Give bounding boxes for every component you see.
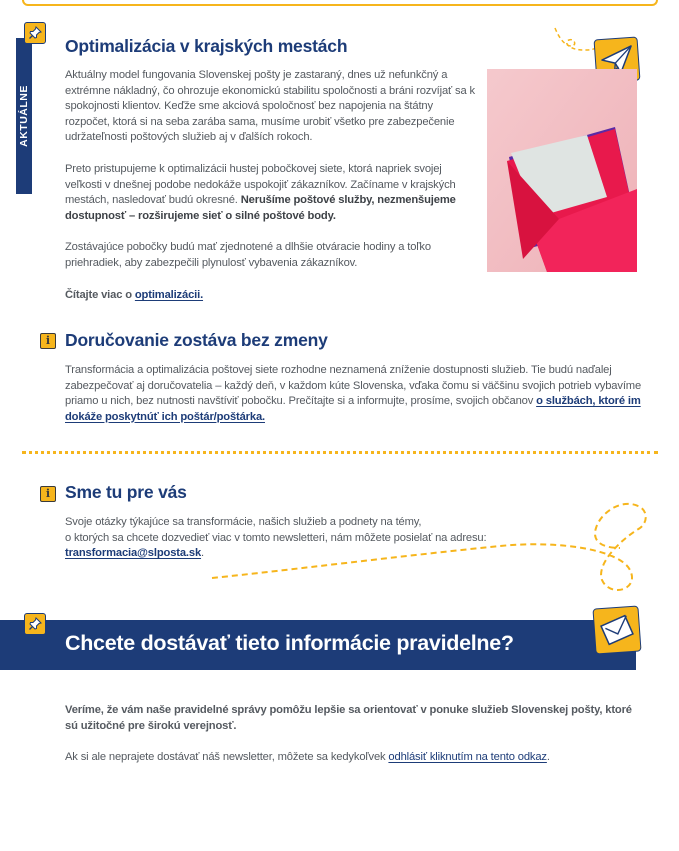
- optimalizacia-paragraph-1: Aktuálny model fungovania Slovenskej pošty je zastaraný, dnes už nefunkčný a extrémne nákladný, čo ohrozuje ekonomickú stabilitu spoločnosti a bráni rozvíjať sa k spokojnosti klientov. Keďže sme akciová spoločnosť bez napojenia na štátny rozpočet, ktorá si na seba zarába sama, musíme urobiť všetko pre zabezpečenie udržateľnosti poštových služieb aj v ďalších rokoch.: [65, 69, 475, 143]
- envelope-photo: [487, 69, 637, 272]
- dorucovanie-title: Doručovanie zostáva bez zmeny: [65, 330, 328, 350]
- dotted-divider: [22, 451, 658, 454]
- pushpin-icon: [24, 22, 46, 44]
- info-icon: i: [40, 333, 56, 349]
- contact-line-1: Svoje otázky týkajúce sa transformácie, našich služieb a podnety na témy,: [65, 516, 422, 528]
- newsletter-paragraph-1: Veríme, že vám naše pravidelné správy pomôžu lepšie sa orientovať v ponuke služieb Slovenskej pošty, ktoré sú užitočné pre širokú verejnosť.: [65, 704, 632, 732]
- pushpin-icon: [24, 613, 46, 635]
- dorucovanie-paragraph: Transformácia a optimalizácia poštovej siete rozhodne neznamená zníženie dostupnosti služieb. Tie budú naďalej zabezpečovať aj doručovatelia – každý deň, v každom kúte Slovenska, vďaka čomu si väčšinu svojich potrieb vybavíme priamo u nich, bez nutnosti navštíviť pobočku. Prečítajte si a informujte, prosíme, svojich občanov o službách, ktoré im dokáže poskytnúť ich poštár/poštárka.: [65, 364, 642, 423]
- envelope-icon: [592, 605, 641, 654]
- postar-services-link[interactable]: o službách, ktoré im dokáže poskytnúť ich poštár/poštárka.: [65, 395, 641, 423]
- read-more-line: Čítajte viac o optimalizácii.: [65, 289, 204, 301]
- newsletter-banner-title: Chcete dostávať tieto informácie pravidelne?: [65, 631, 514, 655]
- optimalizacia-paragraph-2: Preto pristupujeme k optimalizácii hustej pobočkovej siete, ktorá napriek svojej veľkosti v dnešnej podobe nedokáže uspokojiť zákazníkov. Začíname v krajských mestách, nasledovať budú okresné. Nerušíme poštové služby, nezmenšujeme dostupnosť – rozširujeme sieť o silné poštové body.: [65, 163, 456, 222]
- info-icon: i: [40, 486, 56, 502]
- dashed-swirl-doodle: [200, 500, 660, 600]
- newsletter-paragraph-2: Ak si ale neprajete dostávať náš newsletter, môžete sa kedykoľvek odhlásiť kliknutím na tento odkaz.: [65, 751, 550, 763]
- aktualne-tab-label: AKTUÁLNE: [18, 85, 30, 147]
- top-border-decoration: [22, 0, 658, 6]
- contact-line-2: o ktorých sa chcete dozvedieť viac v tomto newsletteri, nám môžete posielať na adresu:: [65, 531, 487, 544]
- optimalizacia-link[interactable]: optimalizácii.: [134, 289, 204, 301]
- optimalizacia-title: Optimalizácia v krajských mestách: [65, 36, 348, 56]
- contact-email-line: transformacia@slposta.sk.: [65, 547, 204, 559]
- sme-tu-title: Sme tu pre vás: [65, 482, 187, 502]
- unsubscribe-link[interactable]: odhlásiť kliknutím na tento odkaz: [388, 751, 547, 763]
- optimalizacia-paragraph-3: Zostávajúce pobočky budú mať zjednotené a dlhšie otváracie hodiny a toľko priehradiek, aby zabezpečili plynulosť vybavenia zákazníkov.: [65, 241, 431, 269]
- email-link[interactable]: transformacia@slposta.sk: [65, 547, 202, 559]
- optimalizacia-bold-statement: Nerušíme poštové služby, nezmenšujeme dostupnosť – rozširujeme sieť o silné poštové body.: [65, 194, 456, 222]
